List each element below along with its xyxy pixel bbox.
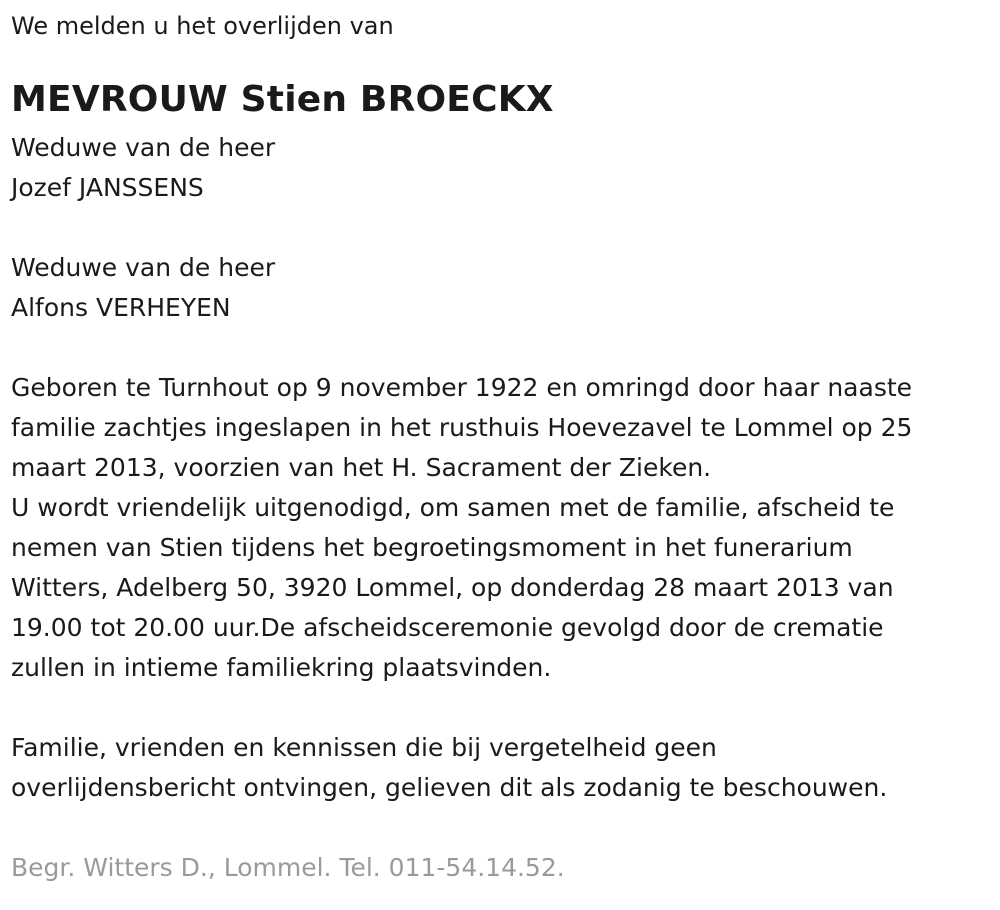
spacer [11, 688, 986, 728]
body-line: familie zachtjes ingeslapen in het rusthuis Hoevezavel te Lommel op 25 [11, 413, 913, 442]
body-line: Geboren te Turnhout op 9 november 1922 en omringd door haar naaste [11, 373, 913, 402]
body-paragraph [11, 368, 986, 688]
spacer [11, 208, 986, 248]
spouse-block-2 [11, 248, 986, 328]
intro-text: We melden u het overlijden van [11, 12, 394, 40]
spouse-1-line-2: Jozef JANSSENS [11, 173, 204, 202]
body-line: 19.00 tot 20.00 uur.De afscheidsceremonie gevolgd door de crematie [11, 613, 884, 642]
spouse-1-line-1: Weduwe van de heer [11, 133, 276, 162]
note-line: overlijdensbericht ontvingen, gelieven dit als zodanig te beschouwen. [11, 773, 888, 802]
body-line: maart 2013, voorzien van het H. Sacrament der Zieken. [11, 453, 712, 482]
deceased-name: MEVROUW Stien BROECKX [11, 79, 554, 120]
note-line: Familie, vrienden en kennissen die bij vergetelheid geen [11, 733, 717, 762]
note-paragraph [11, 728, 986, 808]
spacer [11, 328, 986, 368]
body-line: U wordt vriendelijk uitgenodigd, om samen met de familie, afscheid te [11, 493, 895, 522]
body-line: zullen in intieme familiekring plaatsvinden. [11, 653, 552, 682]
spouse-2-line-1: Weduwe van de heer [11, 253, 276, 282]
body-line: nemen van Stien tijdens het begroetingsmoment in het funerarium [11, 533, 853, 562]
spouse-block-1 [11, 128, 986, 208]
funeral-home-footer: Begr. Witters D., Lommel. Tel. 011-54.14.52. [11, 853, 565, 882]
body-line: Witters, Adelberg 50, 3920 Lommel, op donderdag 28 maart 2013 van [11, 573, 894, 602]
spouse-2-line-2: Alfons VERHEYEN [11, 293, 231, 322]
